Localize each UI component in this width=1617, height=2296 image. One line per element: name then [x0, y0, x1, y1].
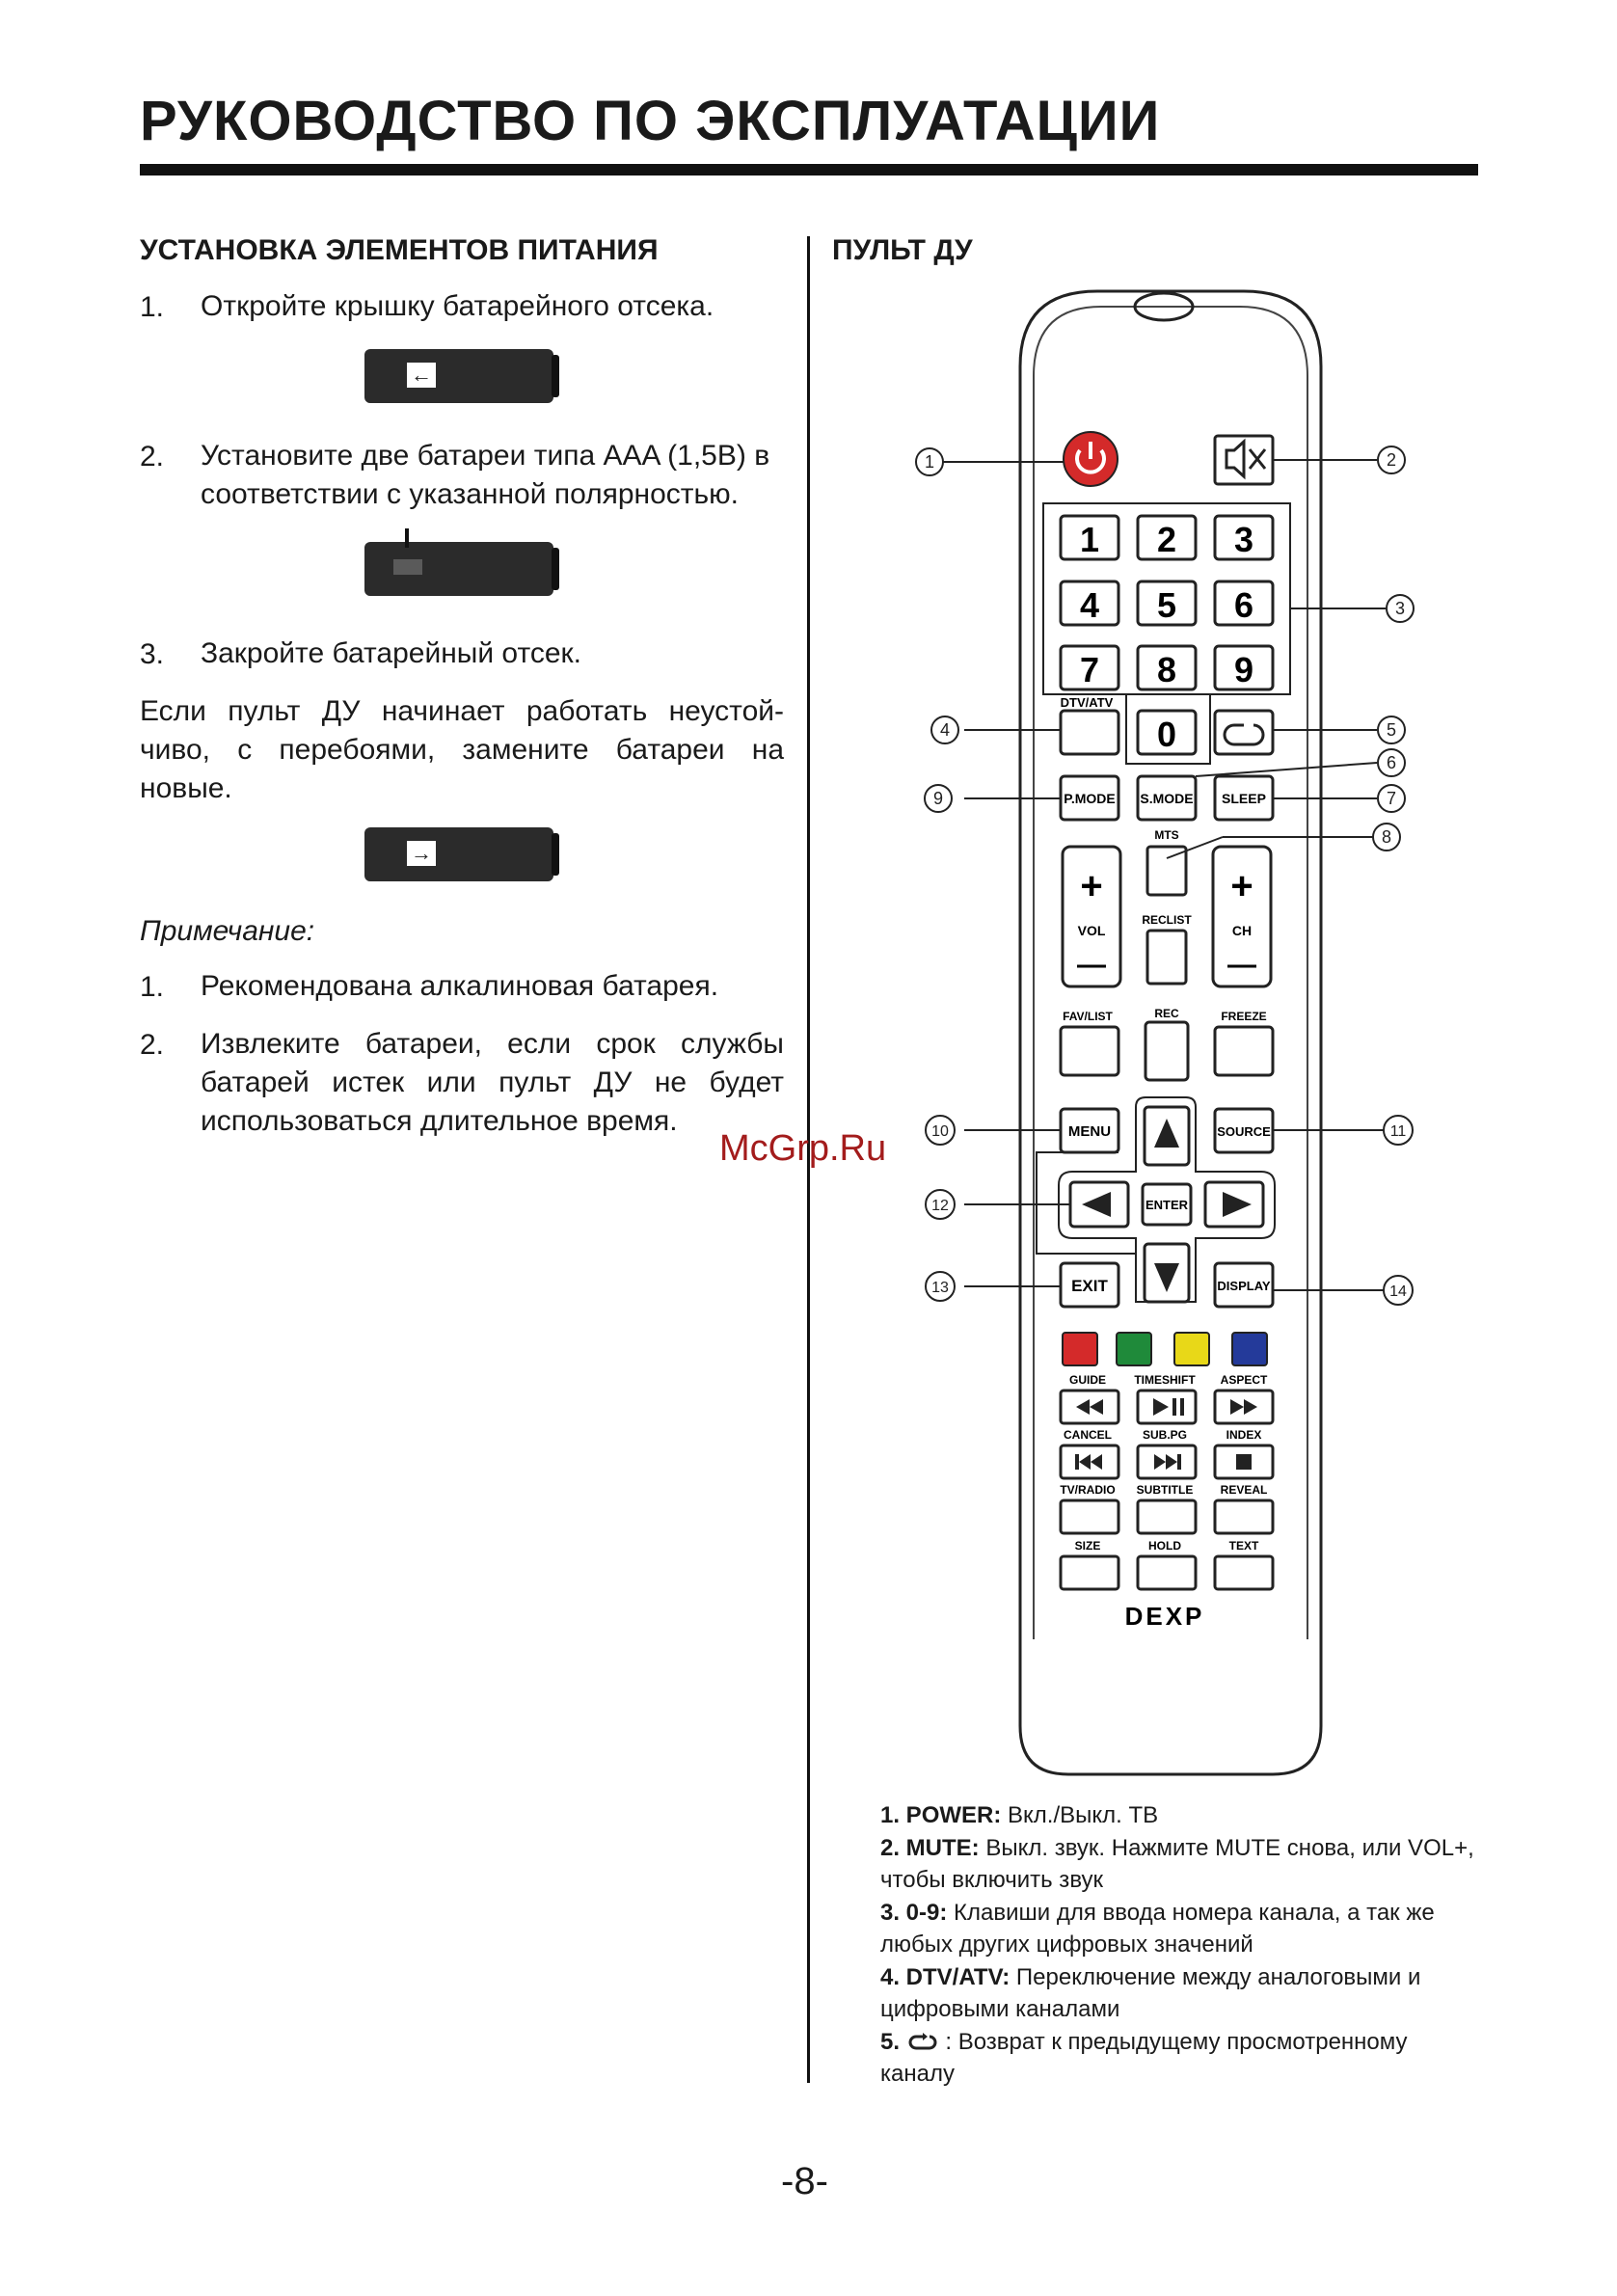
warning-line: чиво, с перебоями, замените батареи на	[140, 734, 784, 766]
exit-label: EXIT	[1071, 1277, 1108, 1295]
tv-radio-button[interactable]	[1061, 1500, 1118, 1533]
callout-number: 1	[924, 452, 935, 472]
tv-radio-label: TV/RADIO	[1060, 1483, 1116, 1497]
callout-number: 10	[931, 1123, 949, 1140]
note-text: Рекомендована алкалиновая батарея.	[201, 970, 719, 1002]
p-mode-label: P.MODE	[1064, 791, 1116, 806]
step-text: Установите две батареи типа AAA (1,5В) в	[201, 440, 770, 472]
index-label: INDEX	[1226, 1428, 1262, 1442]
enter-label: ENTER	[1145, 1198, 1189, 1212]
callout-number: 6	[1386, 753, 1397, 772]
brand-logo: DEXP	[1124, 1602, 1205, 1631]
callout-number: 9	[932, 789, 944, 808]
digit-label: 2	[1156, 520, 1177, 559]
vol-label: VOL	[1077, 923, 1106, 938]
red-button[interactable]	[1063, 1333, 1097, 1365]
source-label: SOURCE	[1217, 1124, 1271, 1139]
rec-label: REC	[1154, 1007, 1179, 1020]
callout-number: 2	[1386, 450, 1397, 470]
green-button[interactable]	[1117, 1333, 1151, 1365]
callout-number: 7	[1386, 789, 1397, 808]
sub-pg-label: SUB.PG	[1142, 1428, 1188, 1442]
callout-number: 14	[1389, 1283, 1407, 1300]
digit-label: 5	[1156, 585, 1177, 625]
minus-icon: —	[1077, 949, 1106, 981]
minus-icon: —	[1227, 949, 1256, 981]
callout-number: 4	[939, 720, 951, 740]
desc-line: 3. 0-9: Клавиши для ввода номера канала, а так же	[880, 1899, 1435, 1926]
button-descriptions	[880, 1799, 1517, 2091]
reveal-label: REVEAL	[1220, 1483, 1268, 1497]
note-number: 2.	[140, 1029, 165, 1061]
digit-label: 4	[1079, 585, 1100, 625]
text-button[interactable]	[1215, 1556, 1273, 1589]
desc-line: любых других цифровых значений	[880, 1931, 1253, 1958]
arrow-left-icon: ←	[407, 363, 436, 388]
battery-heading: УСТАНОВКА ЭЛЕМЕНТОВ ПИТАНИЯ	[140, 234, 659, 266]
subtitle-label: SUBTITLE	[1136, 1483, 1194, 1497]
aspect-label: ASPECT	[1220, 1373, 1268, 1387]
plus-icon: +	[1080, 865, 1103, 907]
note-label: Примечание:	[140, 915, 315, 947]
desc-line: цифровыми каналами	[880, 1996, 1120, 2022]
warning-line: Если пульт ДУ начинает работать неустой-	[140, 695, 784, 727]
page-number: -8-	[781, 2160, 828, 2202]
callout-number: 12	[931, 1198, 949, 1214]
digit-label: 1	[1079, 520, 1100, 559]
display-label: DISPLAY	[1217, 1279, 1271, 1293]
digit-label: 9	[1233, 650, 1254, 689]
callout-number: 13	[931, 1280, 949, 1296]
stop-icon	[1236, 1454, 1252, 1470]
step-number: 3.	[140, 638, 165, 670]
reclist-button[interactable]	[1147, 931, 1186, 984]
hold-button[interactable]	[1138, 1556, 1196, 1589]
desc-line: каналу	[880, 2061, 955, 2087]
note-text: батарей истек или пульт ДУ не будет	[201, 1067, 784, 1098]
step-text: соответствии с указанной полярностью.	[201, 478, 739, 510]
digit-label: 6	[1233, 585, 1254, 625]
callout-number: 8	[1381, 827, 1392, 847]
desc-line: 1. POWER: Вкл./Выкл. ТВ	[880, 1802, 1159, 1828]
menu-label: MENU	[1067, 1123, 1112, 1140]
warning-line: новые.	[140, 772, 232, 804]
note-text: использоваться длительное время.	[201, 1105, 678, 1137]
s-mode-label: S.MODE	[1140, 791, 1194, 806]
watermark: McGrp.Ru	[719, 1128, 887, 1169]
fav-list-label: FAV/LIST	[1063, 1010, 1113, 1023]
reclist-label: RECLIST	[1142, 913, 1192, 927]
rec-button[interactable]	[1145, 1022, 1188, 1080]
guide-label: GUIDE	[1068, 1373, 1107, 1387]
desc-line: чтобы включить звук	[880, 1867, 1104, 1893]
freeze-button[interactable]	[1215, 1027, 1273, 1075]
digit-label: 3	[1233, 520, 1254, 559]
dtv-atv-label: DTV/ATV	[1060, 695, 1114, 710]
sleep-label: SLEEP	[1222, 791, 1266, 806]
remote-heading: ПУЛЬТ ДУ	[832, 234, 973, 266]
desc-line: 2. MUTE: Выкл. звук. Нажмите MUTE снова, или VOL+,	[880, 1834, 1474, 1861]
fav-list-button[interactable]	[1061, 1027, 1118, 1075]
step-text: Откройте крышку батарейного отсека.	[201, 290, 714, 322]
mts-label: MTS	[1154, 828, 1179, 842]
arrow-right-icon: →	[407, 841, 436, 866]
callout-number: 3	[1394, 599, 1406, 618]
step-number: 2.	[140, 441, 165, 473]
digit-label: 8	[1156, 650, 1177, 689]
hold-label: HOLD	[1148, 1539, 1181, 1553]
reveal-button[interactable]	[1215, 1500, 1273, 1533]
note-number: 1.	[140, 971, 165, 1003]
subtitle-button[interactable]	[1138, 1500, 1196, 1533]
size-label: SIZE	[1074, 1539, 1101, 1553]
step-number: 1.	[140, 291, 165, 323]
desc-line: 4. DTV/ATV: Переключение между аналоговыми и	[880, 1963, 1421, 1990]
dtv-atv-button[interactable]	[1061, 711, 1118, 754]
text-label: TEXT	[1228, 1539, 1259, 1553]
yellow-button[interactable]	[1174, 1333, 1209, 1365]
timeshift-label: TIMESHIFT	[1134, 1373, 1196, 1387]
return-icon	[906, 2033, 939, 2052]
callout-number: 11	[1389, 1123, 1407, 1140]
note-text: Извлеките батареи, если срок службы	[201, 1028, 784, 1060]
plus-icon: +	[1230, 865, 1253, 907]
page-title: РУКОВОДСТВО ПО ЭКСПЛУАТАЦИИ	[140, 90, 1161, 152]
size-button[interactable]	[1061, 1556, 1118, 1589]
step-text: Закройте батарейный отсек.	[201, 637, 582, 669]
callout-number: 5	[1386, 720, 1397, 740]
cancel-label: CANCEL	[1064, 1428, 1112, 1442]
blue-button[interactable]	[1232, 1333, 1267, 1365]
digit-label: 0	[1156, 715, 1177, 754]
ch-label: CH	[1231, 923, 1253, 938]
digit-label: 7	[1079, 650, 1100, 689]
freeze-label: FREEZE	[1221, 1010, 1267, 1023]
desc-line: 5. : Возврат к предыдущему просмотренному	[880, 2028, 1408, 2055]
